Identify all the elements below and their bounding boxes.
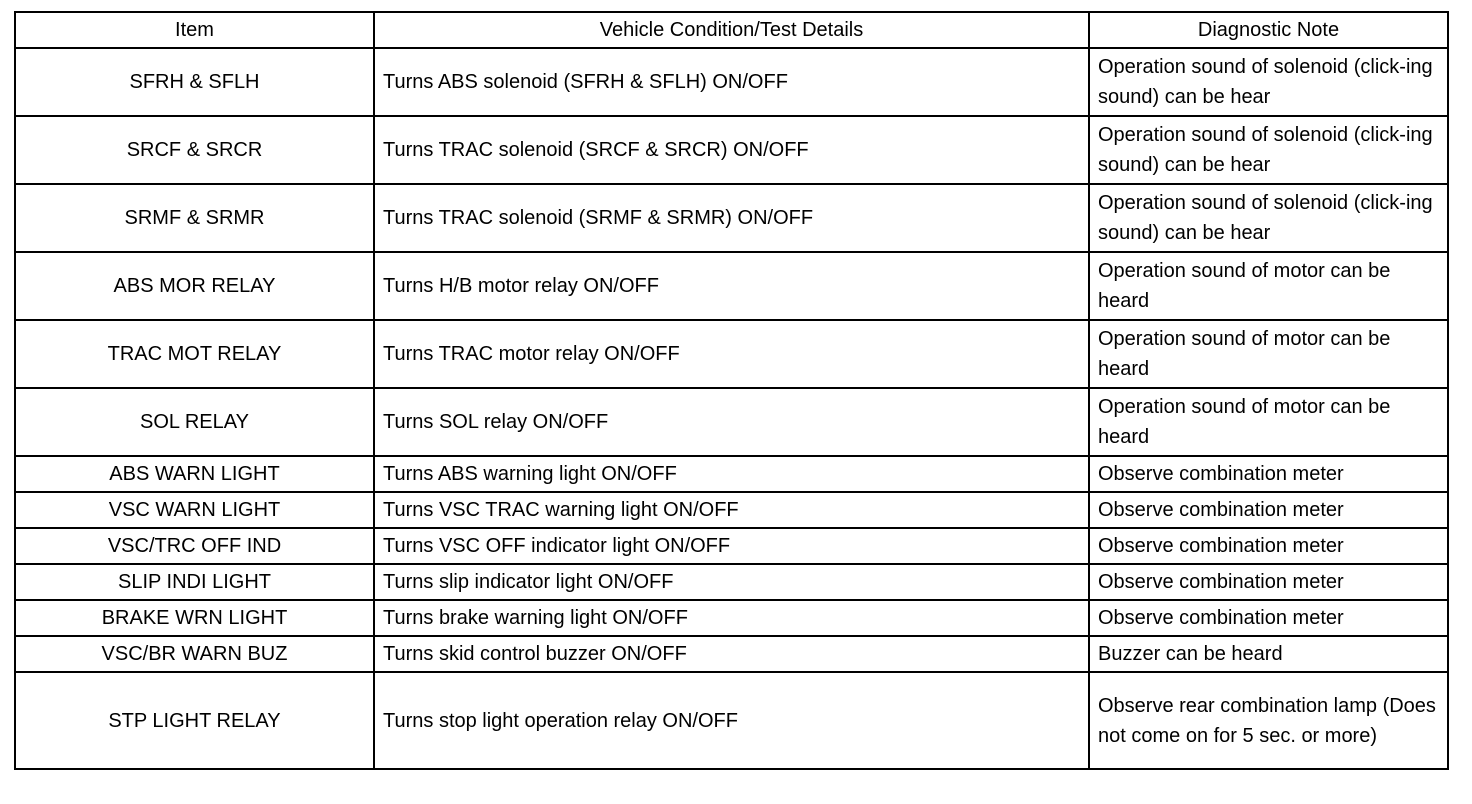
item-cell: SOL RELAY [15,388,374,456]
test-cell: Turns VSC OFF indicator light ON/OFF [374,528,1089,564]
table-row [15,492,1448,528]
item-cell: SLIP INDI LIGHT [15,564,374,600]
table-row [15,184,1448,252]
table-row [15,48,1448,116]
test-cell: Turns brake warning light ON/OFF [374,600,1089,636]
test-cell: Turns ABS solenoid (SFRH & SFLH) ON/OFF [374,48,1089,116]
item-cell: SRMF & SRMR [15,184,374,252]
item-cell: STP LIGHT RELAY [15,672,374,769]
note-cell: Operation sound of motor can be heard [1089,388,1448,456]
test-cell: Turns slip indicator light ON/OFF [374,564,1089,600]
test-cell: Turns H/B motor relay ON/OFF [374,252,1089,320]
note-cell: Observe combination meter [1089,456,1448,492]
header-diagnostic-note: Diagnostic Note [1089,12,1448,48]
item-cell: SFRH & SFLH [15,48,374,116]
note-cell: Observe combination meter [1089,564,1448,600]
table-row [15,116,1448,184]
table-row [15,564,1448,600]
note-cell: Operation sound of solenoid (click-ing sound) can be hear [1089,116,1448,184]
note-cell: Operation sound of solenoid (click-ing sound) can be hear [1089,48,1448,116]
table-row [15,456,1448,492]
table-row [15,672,1448,769]
diagnostic-table [14,11,1449,770]
item-cell: ABS MOR RELAY [15,252,374,320]
test-cell: Turns VSC TRAC warning light ON/OFF [374,492,1089,528]
table-header-row [15,12,1448,48]
note-cell: Buzzer can be heard [1089,636,1448,672]
note-cell: Operation sound of motor can be heard [1089,252,1448,320]
test-cell: Turns TRAC solenoid (SRMF & SRMR) ON/OFF [374,184,1089,252]
header-item: Item [15,12,374,48]
table-row [15,388,1448,456]
item-cell: BRAKE WRN LIGHT [15,600,374,636]
test-cell: Turns stop light operation relay ON/OFF [374,672,1089,769]
test-cell: Turns skid control buzzer ON/OFF [374,636,1089,672]
test-cell: Turns TRAC solenoid (SRCF & SRCR) ON/OFF [374,116,1089,184]
item-cell: VSC/BR WARN BUZ [15,636,374,672]
header-test-details: Vehicle Condition/Test Details [374,12,1089,48]
table-row [15,636,1448,672]
note-cell: Observe combination meter [1089,600,1448,636]
item-cell: SRCF & SRCR [15,116,374,184]
item-cell: ABS WARN LIGHT [15,456,374,492]
note-cell: Observe combination meter [1089,492,1448,528]
table-row [15,600,1448,636]
item-cell: VSC/TRC OFF IND [15,528,374,564]
test-cell: Turns ABS warning light ON/OFF [374,456,1089,492]
table-row [15,252,1448,320]
note-cell: Observe combination meter [1089,528,1448,564]
note-cell: Operation sound of solenoid (click-ing sound) can be hear [1089,184,1448,252]
item-cell: VSC WARN LIGHT [15,492,374,528]
test-cell: Turns SOL relay ON/OFF [374,388,1089,456]
note-cell: Operation sound of motor can be heard [1089,320,1448,388]
item-cell: TRAC MOT RELAY [15,320,374,388]
table-row [15,528,1448,564]
test-cell: Turns TRAC motor relay ON/OFF [374,320,1089,388]
note-cell: Observe rear combination lamp (Does not come on for 5 sec. or more) [1089,672,1448,769]
table-row [15,320,1448,388]
